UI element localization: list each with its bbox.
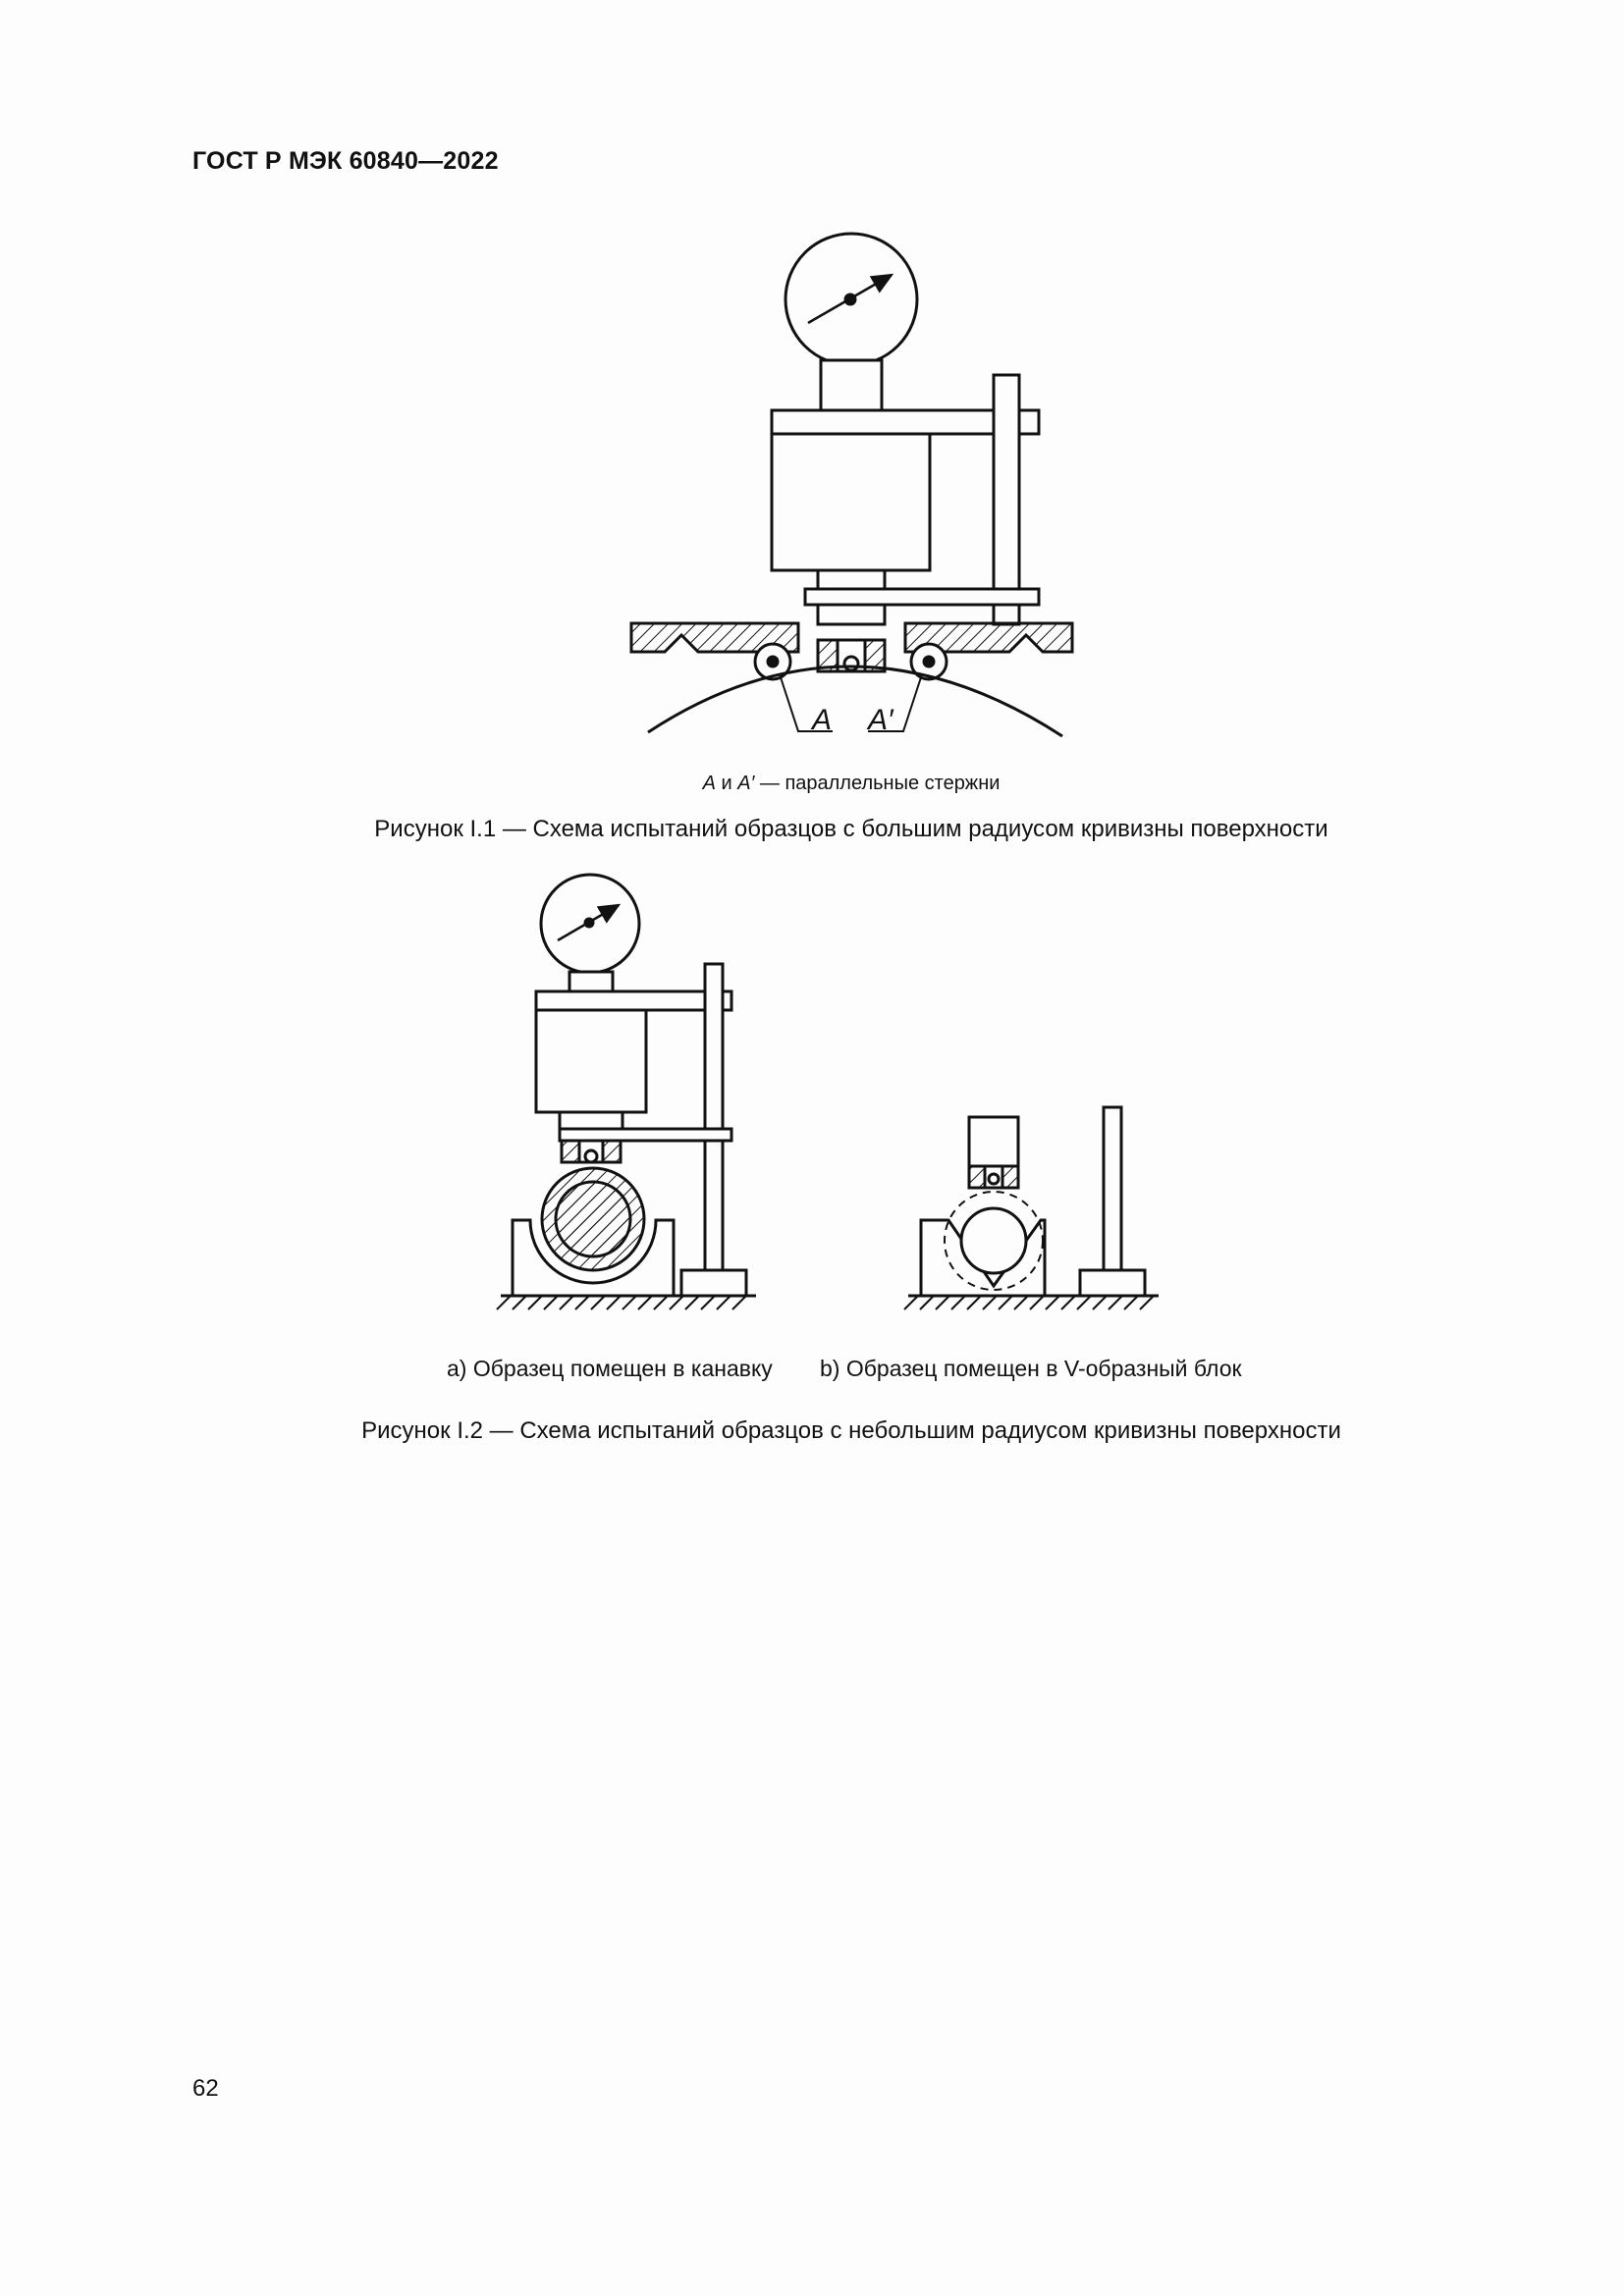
legend-conj: и [715, 773, 738, 794]
figure-1-legend [0, 773, 1624, 795]
document-header: ГОСТ Р МЭК 60840—2022 [192, 147, 499, 175]
figure-1-caption: Рисунок I.1 — Схема испытаний образцов с большим радиусом кривизны поверхности [374, 816, 1328, 842]
label-a: A [812, 704, 833, 736]
legend-symbol-a-prime: A′ [737, 773, 755, 794]
legend-text: — параллельные стержни [754, 773, 1001, 794]
legend-symbol-a: A [702, 773, 716, 794]
figure-2-caption: Рисунок I.2 — Схема испытаний образцов с небольшим радиусом кривизны поверхности [361, 1417, 1341, 1444]
figure-2b-drawing [908, 1107, 1159, 1296]
figure-2b-subcaption: b) Образец помещен в V-образный блок [820, 1356, 1242, 1381]
figure-2a-drawing [501, 875, 756, 1296]
curved-specimen-surface [648, 667, 1062, 736]
label-a-prime: A′ [868, 704, 893, 736]
figure-2a-subcaption: a) Образец помещен в канавку [447, 1356, 773, 1381]
figure-1-drawing [631, 234, 1072, 736]
page-number: 62 [192, 2075, 219, 2102]
specimen-icon [961, 1208, 1026, 1273]
